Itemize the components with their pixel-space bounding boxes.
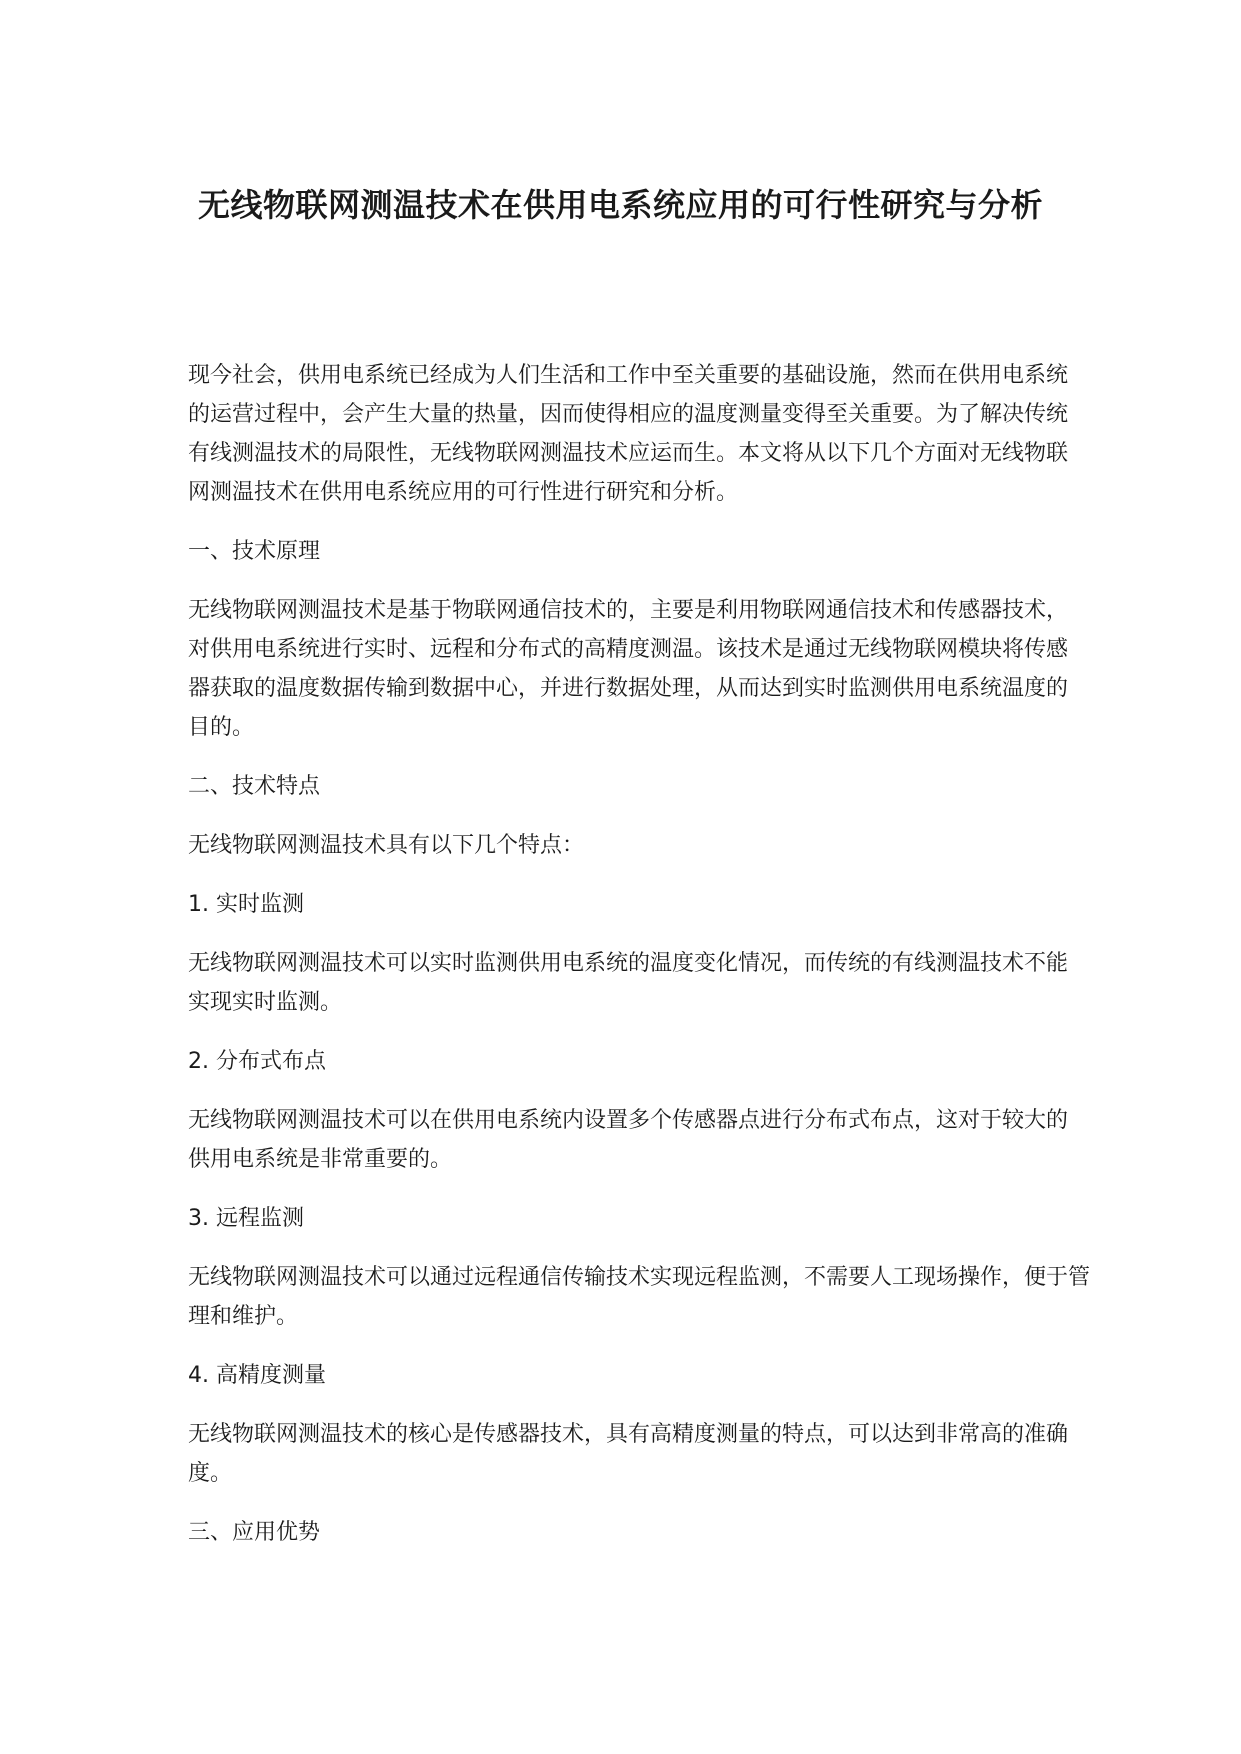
section-heading-features: 二、技术特点 xyxy=(188,774,321,799)
feature-heading-realtime: 1. 实时监测 xyxy=(188,892,304,917)
feature-paragraph-distributed: 无线物联网测温技术可以在供用电系统内设置多个传感器点进行分布式布点，这对于较大的供用电系统是非常重要的。 xyxy=(188,1108,1069,1172)
section-heading-principle: 一、技术原理 xyxy=(188,539,321,564)
feature-paragraph-realtime: 无线物联网测温技术可以实时监测供用电系统的温度变化情况，而传统的有线测温技术不能实现实时监测。 xyxy=(188,951,1069,1015)
document-body xyxy=(188,356,1091,1572)
principle-paragraph: 无线物联网测温技术是基于物联网通信技术的，主要是利用物联网通信技术和传感器技术，对供用电系统进行实时、远程和分布式的高精度测温。该技术是通过无线物联网模块将传感器获取的温度数据传输到数据中心，并进行数据处理，从而达到实时监测供用电系统温度的目的。 xyxy=(188,598,1069,740)
document-title: 无线物联网测温技术在供用电系统应用的可行性研究与分析 xyxy=(197,186,1043,224)
feature-heading-precision: 4. 高精度测量 xyxy=(188,1363,326,1388)
feature-heading-remote: 3. 远程监测 xyxy=(188,1206,304,1231)
feature-paragraph-remote: 无线物联网测温技术可以通过远程通信传输技术实现远程监测，不需要人工现场操作，便于管理和维护。 xyxy=(188,1265,1091,1329)
feature-heading-distributed: 2. 分布式布点 xyxy=(188,1049,326,1074)
section-heading-advantages: 三、应用优势 xyxy=(188,1520,321,1545)
intro-paragraph: 现今社会，供用电系统已经成为人们生活和工作中至关重要的基础设施，然而在供用电系统的运营过程中，会产生大量的热量，因而使得相应的温度测量变得至关重要。为了解决传统有线测温技术的局限性，无线物联网测温技术应运而生。本文将从以下几个方面对无线物联网测温技术在供用电系统应用的可行性进行研究和分析。 xyxy=(188,363,1069,505)
features-intro-paragraph: 无线物联网测温技术具有以下几个特点： xyxy=(188,833,585,858)
feature-paragraph-precision: 无线物联网测温技术的核心是传感器技术，具有高精度测量的特点，可以达到非常高的准确度。 xyxy=(188,1422,1069,1486)
